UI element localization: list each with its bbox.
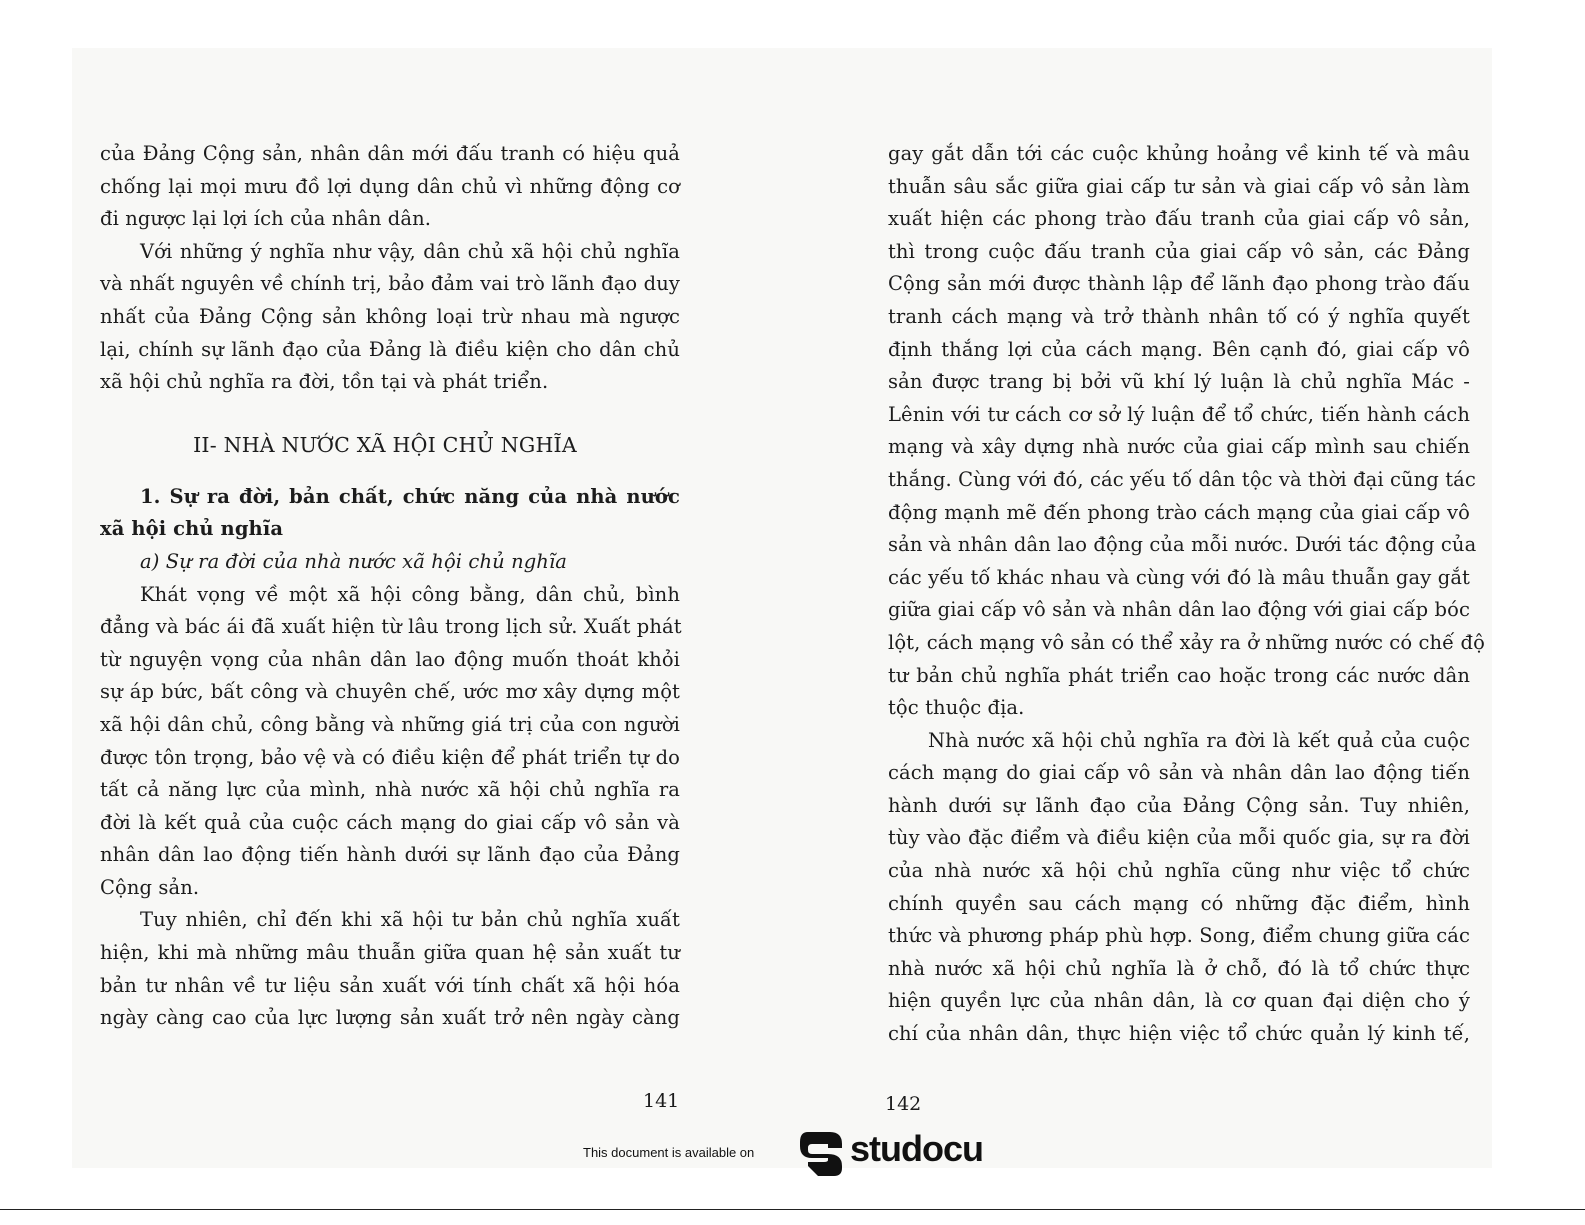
text-line: Cộng sản mới được thành lập để lãnh đạo phong trào đấu [888,272,1470,296]
text-line: tùy vào đặc điểm và điều kiện của mỗi quốc gia, sự ra đời [888,826,1470,850]
text-line: thuẫn sâu sắc giữa giai cấp tư sản và giai cấp vô sản làm [888,174,1470,198]
text-line: tất cả năng lực của mình, nhà nước xã hội chủ nghĩa ra [100,778,680,802]
text-line: nhân dân lao động tiến hành dưới sự lãnh đạo của Đảng [100,843,680,867]
text-line: lại, chính sự lãnh đạo của Đảng là điều kiện cho dân chủ [100,337,680,361]
text-line: tư bản chủ nghĩa phát triển cao hoặc trong các nước dân [888,663,1470,687]
text-line: Với những ý nghĩa như vậy, dân chủ xã hội chủ nghĩa [140,239,680,263]
section-heading: II- NHÀ NƯỚC XÃ HỘI CHỦ NGHĨA [193,432,577,457]
subheading-line: 1. Sự ra đời, bản chất, chức năng của nhà nước [140,484,680,508]
italic-subheading: a) Sự ra đời của nhà nước xã hội chủ nghĩa [140,549,568,573]
text-line: sự áp bức, bất công và chuyên chế, ước mơ xây dựng một [100,680,680,704]
text-line: gay gắt dẫn tới các cuộc khủng hoảng về kinh tế và mâu [888,142,1470,165]
text-line: động mạnh mẽ đến phong trào cách mạng của giai cấp vô [888,500,1470,524]
text-line: từ nguyện vọng của nhân dân lao động muốn thoát khỏi [100,647,680,671]
right-para-1 [888,138,1485,725]
text-line: thì trong cuộc đấu tranh của giai cấp vô sản, các Đảng [888,239,1470,263]
bottom-edge [0,1209,1585,1225]
right-para-2 [888,725,1470,1051]
left-para-4 [100,904,680,1034]
left-page [100,138,680,1035]
text-line: của nhà nước xã hội chủ nghĩa cũng như việc tổ chức [888,859,1470,883]
studocu-logo-icon [798,1128,846,1176]
left-para-2 [100,236,680,399]
text-line: đẳng và bác ái đã xuất hiện từ lâu trong lịch sử. Xuất phát [100,615,682,639]
text-line: bản tư nhân về tư liệu sản xuất với tính chất xã hội hóa [100,973,680,997]
studocu-brand-name: studocu [850,1128,983,1169]
text-line: các yếu tố khác nhau và cùng với đó là mâu thuẫn gay gắt [888,565,1470,589]
text-line: chính quyền sau cách mạng có những đặc điểm, hình [888,891,1470,915]
text-line: nhà nước xã hội chủ nghĩa là ở chỗ, đó là tổ chức thực [888,956,1470,980]
text-line: lột, cách mạng vô sản có thể xảy ra ở những nước có chế độ [888,630,1485,654]
text-line: được tôn trọng, bảo vệ và có điều kiện để phát triển tự do [100,745,680,769]
subheading [100,481,680,546]
right-page [888,138,1485,1051]
text-line: Cộng sản. [100,875,200,899]
text-line: của Đảng Cộng sản, nhân dân mới đấu tranh có hiệu quả [100,142,680,165]
text-line: định thắng lợi của cách mạng. Bên cạnh đó, giai cấp vô [888,337,1470,361]
text-line: xuất hiện các phong trào đấu tranh của giai cấp vô sản, [888,207,1470,231]
text-line: ngày càng cao của lực lượng sản xuất trở nên ngày càng [100,1006,680,1030]
text-line: tộc thuộc địa. [888,696,1025,720]
text-line: thức và phương pháp phù hợp. Song, điểm chung giữa các [888,924,1470,948]
text-line: hiện quyền lực của nhân dân, là cơ quan đại diện cho ý [888,989,1470,1013]
text-line: đi ngược lại lợi ích của nhân dân. [100,207,432,231]
availability-text: This document is available on [583,1145,755,1160]
page-number-left: 141 [643,1090,680,1112]
text-line: và nhất nguyên về chính trị, bảo đảm vai trò lãnh đạo duy [100,272,680,296]
page-number-right: 142 [885,1093,922,1115]
left-para-3 [100,579,680,905]
text-line: chí của nhân dân, thực hiện việc tổ chức quản lý kinh tế, [888,1022,1470,1046]
text-line: cách mạng do giai cấp vô sản và nhân dân lao động tiến [888,761,1470,785]
text-line: Nhà nước xã hội chủ nghĩa ra đời là kết quả của cuộc [928,728,1470,752]
text-line: đời là kết quả của cuộc cách mạng do giai cấp vô sản và [100,810,680,834]
text-line: Lênin với tư cách cơ sở lý luận để tổ chức, tiến hành cách [888,402,1470,426]
text-line: Khát vọng về một xã hội công bằng, dân chủ, bình [140,582,680,606]
text-line: hành dưới sự lãnh đạo của Đảng Cộng sản. Tuy nhiên, [888,793,1470,817]
text-line: giữa giai cấp vô sản và nhân dân lao động với giai cấp bóc [888,598,1470,622]
subheading-line: xã hội chủ nghĩa [100,517,284,541]
text-line: nhất của Đảng Cộng sản không loại trừ nhau mà ngược [100,304,680,328]
studocu-footer-banner[interactable] [0,1124,1585,1182]
text-line: mạng và xây dựng nhà nước của giai cấp mình sau chiến [888,435,1470,459]
text-line: xã hội dân chủ, công bằng và những giá trị của con người [100,712,680,736]
left-para-1 [100,138,680,236]
text-line: sản và nhân dân lao động của mỗi nước. Dưới tác động của [888,533,1477,557]
text-line: xã hội chủ nghĩa ra đời, tồn tại và phát triển. [100,370,549,394]
text-line: chống lại mọi mưu đồ lợi dụng dân chủ vì những động cơ [100,174,680,198]
text-line: Tuy nhiên, chỉ đến khi xã hội tư bản chủ nghĩa xuất [140,908,680,932]
text-line: tranh cách mạng và trở thành nhân tố có ý nghĩa quyết [888,304,1470,328]
text-line: hiện, khi mà những mâu thuẫn giữa quan hệ sản xuất tư [100,941,680,965]
text-line: thắng. Cùng với đó, các yếu tố dân tộc và thời đại cũng tác [888,467,1476,491]
text-line: sản được trang bị bởi vũ khí lý luận là chủ nghĩa Mác - [888,370,1470,394]
